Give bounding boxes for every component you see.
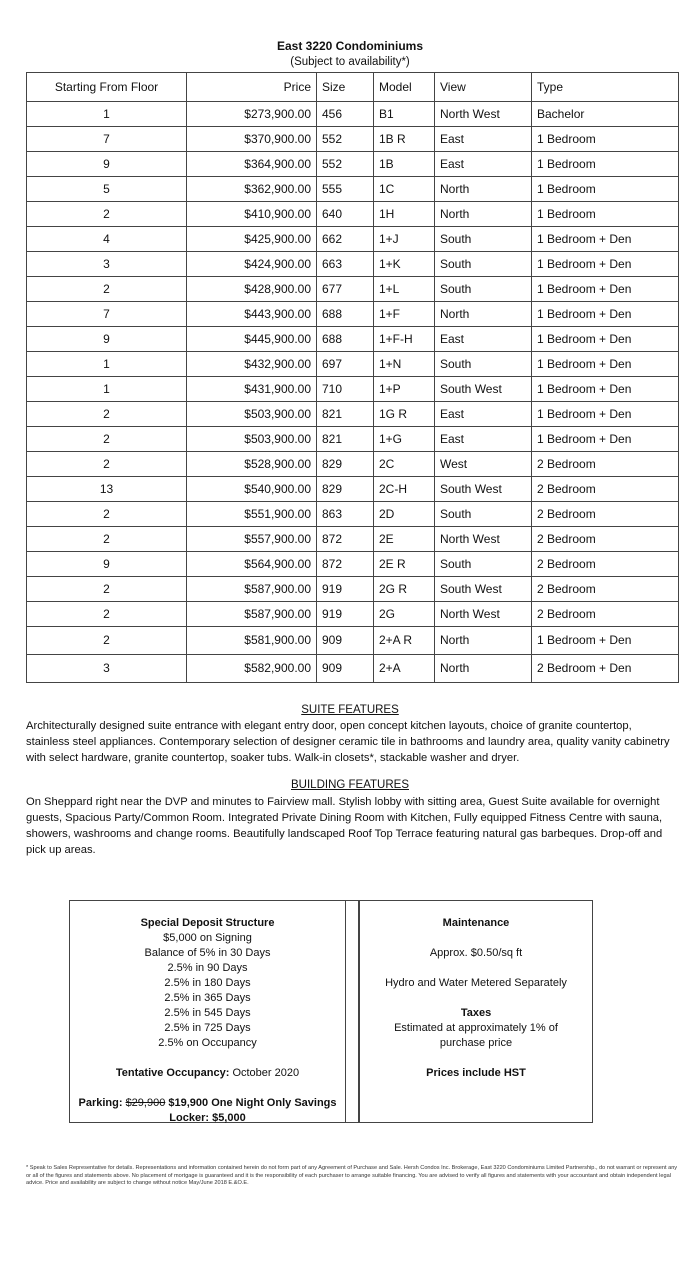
cell-floor: 1	[27, 102, 187, 127]
cell-model: 1+J	[374, 227, 435, 252]
cell-type: 2 Bedroom	[532, 502, 679, 527]
column-header-floor: Starting From Floor	[27, 73, 187, 102]
cell-size: 552	[317, 152, 374, 177]
maintenance-title: Maintenance	[442, 917, 510, 929]
table-row	[27, 127, 679, 152]
cell-size: 829	[317, 452, 374, 477]
cell-model: 1C	[374, 177, 435, 202]
cell-type: 2 Bedroom	[532, 527, 679, 552]
cell-price: $443,900.00	[187, 302, 317, 327]
cell-size: 456	[317, 102, 374, 127]
deposit-line: 2.5% in 90 Days	[167, 962, 248, 974]
table-row	[27, 602, 679, 627]
cell-model: 1+N	[374, 352, 435, 377]
building-features-text: On Sheppard right near the DVP and minutes to Fairview mall. Stylish lobby with sitting area, Guest Suite available for overnight guests, Spacious Party/Common Room. Integrated Private Dining Room with Kitchen, Fully equipped Fitness Centre with sauna, showers, washrooms and change rooms. Beautifully landscaped Roof Top Terrace featuring natural gas barbeques. Drop-off and pick up areas.	[26, 796, 663, 856]
table-row	[27, 577, 679, 602]
cell-price: $587,900.00	[187, 602, 317, 627]
cell-view: South	[435, 227, 532, 252]
box-divider	[346, 900, 359, 1123]
cell-price: $370,900.00	[187, 127, 317, 152]
cell-model: 2G	[374, 602, 435, 627]
cell-floor: 2	[27, 452, 187, 477]
cell-size: 677	[317, 277, 374, 302]
table-row	[27, 277, 679, 302]
cell-model: 1+P	[374, 377, 435, 402]
cell-size: 919	[317, 577, 374, 602]
cell-floor: 9	[27, 327, 187, 352]
cell-view: North	[435, 655, 532, 683]
cell-type: 2 Bedroom	[532, 477, 679, 502]
occupancy-label: Tentative Occupancy:	[115, 1067, 230, 1079]
cell-model: 2G R	[374, 577, 435, 602]
cell-size: 688	[317, 302, 374, 327]
cell-floor: 2	[27, 527, 187, 552]
metered-note: Hydro and Water Metered Separately	[385, 977, 567, 989]
cell-model: 2E R	[374, 552, 435, 577]
cell-type: 1 Bedroom	[532, 152, 679, 177]
cell-floor: 2	[27, 602, 187, 627]
deposit-line: 2.5% in 725 Days	[164, 1022, 251, 1034]
table-row	[27, 227, 679, 252]
column-header-size: Size	[317, 73, 374, 102]
cell-view: North	[435, 302, 532, 327]
cell-model: 1H	[374, 202, 435, 227]
table-row	[27, 252, 679, 277]
cell-model: 1G R	[374, 402, 435, 427]
table-row	[27, 202, 679, 227]
cell-model: 2+A R	[374, 627, 435, 655]
cell-price: $503,900.00	[187, 402, 317, 427]
column-header-view: View	[435, 73, 532, 102]
cell-price: $273,900.00	[187, 102, 317, 127]
deposit-line: 2.5% on Occupancy	[158, 1037, 257, 1049]
cell-type: 1 Bedroom	[532, 202, 679, 227]
cell-model: B1	[374, 102, 435, 127]
cell-model: 2C	[374, 452, 435, 477]
cell-size: 697	[317, 352, 374, 377]
cell-model: 1+G	[374, 427, 435, 452]
cell-type: 1 Bedroom + Den	[532, 227, 679, 252]
cell-floor: 2	[27, 502, 187, 527]
maintenance-box	[359, 900, 593, 1123]
table-row	[27, 327, 679, 352]
cell-view: North West	[435, 102, 532, 127]
table-row	[27, 452, 679, 477]
locker-line: Locker: $5,000	[169, 1112, 246, 1124]
cell-view: West	[435, 452, 532, 477]
table-row	[27, 655, 679, 683]
page-title: East 3220 Condominiums	[276, 39, 424, 53]
table-row	[27, 527, 679, 552]
taxes-text: Estimated at approximately 1% of purchase price	[394, 1022, 558, 1049]
hst-note: Prices include HST	[426, 1067, 526, 1079]
cell-model: 1+F	[374, 302, 435, 327]
table-header-row	[27, 73, 679, 102]
cell-floor: 2	[27, 202, 187, 227]
info-boxes	[69, 900, 593, 1125]
cell-view: North	[435, 627, 532, 655]
cell-model: 2E	[374, 527, 435, 552]
deposit-title: Special Deposit Structure	[140, 917, 275, 929]
cell-price: $528,900.00	[187, 452, 317, 477]
cell-size: 909	[317, 655, 374, 683]
cell-model: 2C-H	[374, 477, 435, 502]
cell-view: South	[435, 552, 532, 577]
cell-price: $431,900.00	[187, 377, 317, 402]
cell-floor: 2	[27, 627, 187, 655]
cell-type: Bachelor	[532, 102, 679, 127]
cell-size: 821	[317, 402, 374, 427]
cell-floor: 1	[27, 352, 187, 377]
cell-size: 555	[317, 177, 374, 202]
cell-price: $362,900.00	[187, 177, 317, 202]
cell-type: 2 Bedroom	[532, 452, 679, 477]
cell-view: East	[435, 327, 532, 352]
cell-type: 2 Bedroom	[532, 552, 679, 577]
table-row	[27, 477, 679, 502]
cell-type: 1 Bedroom + Den	[532, 277, 679, 302]
cell-floor: 7	[27, 127, 187, 152]
cell-model: 1+F-H	[374, 327, 435, 352]
table-row	[27, 177, 679, 202]
cell-type: 2 Bedroom	[532, 602, 679, 627]
cell-model: 1+L	[374, 277, 435, 302]
cell-view: South	[435, 252, 532, 277]
table-row	[27, 502, 679, 527]
cell-view: South West	[435, 377, 532, 402]
cell-price: $410,900.00	[187, 202, 317, 227]
cell-price: $432,900.00	[187, 352, 317, 377]
cell-price: $557,900.00	[187, 527, 317, 552]
cell-floor: 7	[27, 302, 187, 327]
cell-size: 909	[317, 627, 374, 655]
cell-price: $364,900.00	[187, 152, 317, 177]
deposit-line: 2.5% in 180 Days	[164, 977, 251, 989]
cell-floor: 2	[27, 577, 187, 602]
deposit-line: Balance of 5% in 30 Days	[144, 947, 271, 959]
cell-price: $428,900.00	[187, 277, 317, 302]
cell-view: North	[435, 202, 532, 227]
cell-price: $540,900.00	[187, 477, 317, 502]
cell-type: 1 Bedroom	[532, 177, 679, 202]
cell-price: $551,900.00	[187, 502, 317, 527]
parking-label: Parking:	[78, 1097, 123, 1109]
cell-size: 662	[317, 227, 374, 252]
cell-view: South	[435, 352, 532, 377]
cell-type: 1 Bedroom + Den	[532, 627, 679, 655]
cell-size: 872	[317, 527, 374, 552]
cell-price: $581,900.00	[187, 627, 317, 655]
cell-type: 1 Bedroom + Den	[532, 327, 679, 352]
legal-disclaimer: * Speak to Sales Representative for details. Representations and information contained herein do not form part of any Agreement of Purchase and Sale. Hersh Condos Inc. Brokerage, East 3220 Condominiums Limited Partnership., do not warrant or represent any or all of the figures and statements above. No placement of mortgage is guaranteed and it is the responsibility of each purchaser to arrange suitable financing. You are advised to verify all figures and statements with your accountant and obtain independent legal advice. Price and availability are subject to change without notice May/June 2018 E.&O.E.	[26, 1165, 678, 1186]
cell-floor: 3	[27, 252, 187, 277]
table-body	[27, 102, 679, 683]
column-header-model: Model	[374, 73, 435, 102]
cell-floor: 9	[27, 552, 187, 577]
cell-view: North West	[435, 527, 532, 552]
cell-view: East	[435, 127, 532, 152]
cell-type: 2 Bedroom	[532, 577, 679, 602]
cell-price: $424,900.00	[187, 252, 317, 277]
cell-view: East	[435, 152, 532, 177]
maintenance-rate: Approx. $0.50/sq ft	[429, 947, 523, 959]
cell-model: 1B	[374, 152, 435, 177]
cell-view: South	[435, 502, 532, 527]
cell-model: 2+A	[374, 655, 435, 683]
table-row	[27, 377, 679, 402]
cell-floor: 4	[27, 227, 187, 252]
occupancy-line	[70, 1066, 345, 1081]
cell-floor: 3	[27, 655, 187, 683]
cell-view: North	[435, 177, 532, 202]
table-row	[27, 352, 679, 377]
suite-features-title: SUITE FEATURES	[301, 704, 399, 716]
cell-price: $564,900.00	[187, 552, 317, 577]
cell-floor: 13	[27, 477, 187, 502]
cell-model: 2D	[374, 502, 435, 527]
cell-type: 1 Bedroom	[532, 127, 679, 152]
parking-old-price: $29,900	[125, 1097, 166, 1109]
deposit-box	[69, 900, 346, 1123]
cell-size: 552	[317, 127, 374, 152]
cell-price: $503,900.00	[187, 427, 317, 452]
parking-line	[70, 1096, 345, 1111]
deposit-line: 2.5% in 365 Days	[164, 992, 251, 1004]
cell-view: North West	[435, 602, 532, 627]
cell-view: East	[435, 402, 532, 427]
cell-view: South West	[435, 577, 532, 602]
cell-floor: 1	[27, 377, 187, 402]
deposit-line: $5,000 on Signing	[163, 932, 252, 944]
cell-size: 688	[317, 327, 374, 352]
table-row	[27, 627, 679, 655]
cell-view: South	[435, 277, 532, 302]
cell-size: 919	[317, 602, 374, 627]
cell-type: 1 Bedroom + Den	[532, 252, 679, 277]
cell-size: 663	[317, 252, 374, 277]
cell-size: 710	[317, 377, 374, 402]
column-header-price: Price	[187, 73, 317, 102]
table-row	[27, 152, 679, 177]
cell-floor: 2	[27, 277, 187, 302]
taxes-title: Taxes	[460, 1007, 492, 1019]
parking-new-price: $19,900 One Night Only Savings	[165, 1097, 337, 1109]
cell-price: $582,900.00	[187, 655, 317, 683]
cell-price: $587,900.00	[187, 577, 317, 602]
cell-size: 863	[317, 502, 374, 527]
table-row	[27, 102, 679, 127]
cell-floor: 9	[27, 152, 187, 177]
page-subtitle: (Subject to availability*)	[290, 56, 410, 68]
cell-type: 2 Bedroom + Den	[532, 655, 679, 683]
table-row	[27, 302, 679, 327]
cell-type: 1 Bedroom + Den	[532, 377, 679, 402]
cell-type: 1 Bedroom + Den	[532, 302, 679, 327]
table-row	[27, 552, 679, 577]
column-header-type: Type	[532, 73, 679, 102]
table-row	[27, 427, 679, 452]
cell-size: 872	[317, 552, 374, 577]
table-row	[27, 402, 679, 427]
cell-floor: 2	[27, 427, 187, 452]
cell-size: 829	[317, 477, 374, 502]
cell-size: 821	[317, 427, 374, 452]
cell-model: 1B R	[374, 127, 435, 152]
cell-floor: 2	[27, 402, 187, 427]
cell-floor: 5	[27, 177, 187, 202]
cell-type: 1 Bedroom + Den	[532, 427, 679, 452]
suite-features-text: Architecturally designed suite entrance with elegant entry door, open concept kitchen layouts, choice of granite countertop, stainless steel appliances. Contemporary selection of designer ceramic tile in bathrooms and laundry area, quality vanity cabinetry with select hardware, granite countertop, soaker tubs. Walk-in closets*, stackable washer and dryer.	[26, 720, 670, 764]
cell-size: 640	[317, 202, 374, 227]
cell-model: 1+K	[374, 252, 435, 277]
cell-price: $425,900.00	[187, 227, 317, 252]
occupancy-value: October 2020	[229, 1067, 300, 1079]
cell-view: East	[435, 427, 532, 452]
pricing-table	[26, 72, 679, 683]
cell-type: 1 Bedroom + Den	[532, 352, 679, 377]
cell-type: 1 Bedroom + Den	[532, 402, 679, 427]
deposit-line: 2.5% in 545 Days	[164, 1007, 251, 1019]
cell-price: $445,900.00	[187, 327, 317, 352]
cell-view: South West	[435, 477, 532, 502]
building-features-title: BUILDING FEATURES	[291, 779, 409, 791]
